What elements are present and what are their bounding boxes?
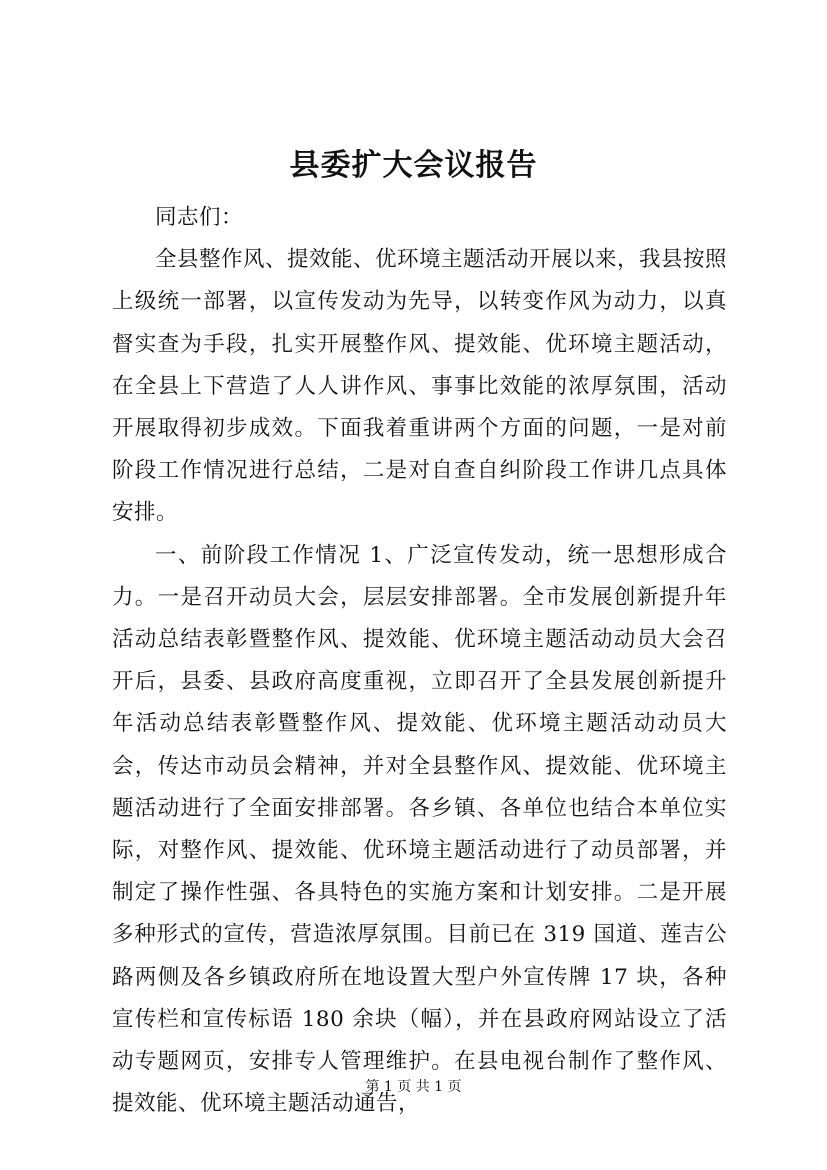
paragraph: 全县整作风、提效能、优环境主题活动开展以来，我县按照上级统一部署，以宣传发动为先导，以转变作风为动力，以真督实查为手段，扎实开展整作风、提效能、优环境主题活动，在全县上下营造了人人讲作风、事事比效能的浓厚氛围，活动开展取得初步成效。下面我着重讲两个方面的问题，一是对前阶段工作情况进行总结，二是对自查自纠阶段工作讲几点具体安排。 [112,247,728,526]
paragraph: 一、前阶段工作情况 1、广泛宣传发动，统一思想形成合力。一是召开动员大会，层层安排部署。全市发展创新提升年活动总结表彰暨整作风、提效能、优环境主题活动动员大会召开后，县委、县政府高度重视，立即召开了全县发展创新提升年活动总结表彰暨整作风、提效能、优环境主题活动动员大会，传达市动员会精神，并对全县整作风、提效能、优环境主题活动进行了全面安排部署。各乡镇、各单位也结合本单位实际，对整作风、提效能、优环境主题活动进行了动员部署，并制定了操作性强、各具特色的实施方案和计划安排。二是开展多种形式的宣传，营造浓厚氛围。目前已在 319 国道、莲吉公路两侧及各乡镇政府所在地设置大型户外宣传牌 17 块，各种宣传栏和宣传标语 180 余块（幅），并在县政府网站设立了活动专题网页，安排专人管理维护。在县电视台制作了整作风、提效能、优环境主题活动通告， [112,542,727,1117]
salutation: 同志们： [155,205,244,230]
page-number-footer: 第 1 页 共 1 页 [365,1079,462,1095]
document-body [112,197,727,1125]
document-title: 县委扩大会议报告 [289,148,538,183]
